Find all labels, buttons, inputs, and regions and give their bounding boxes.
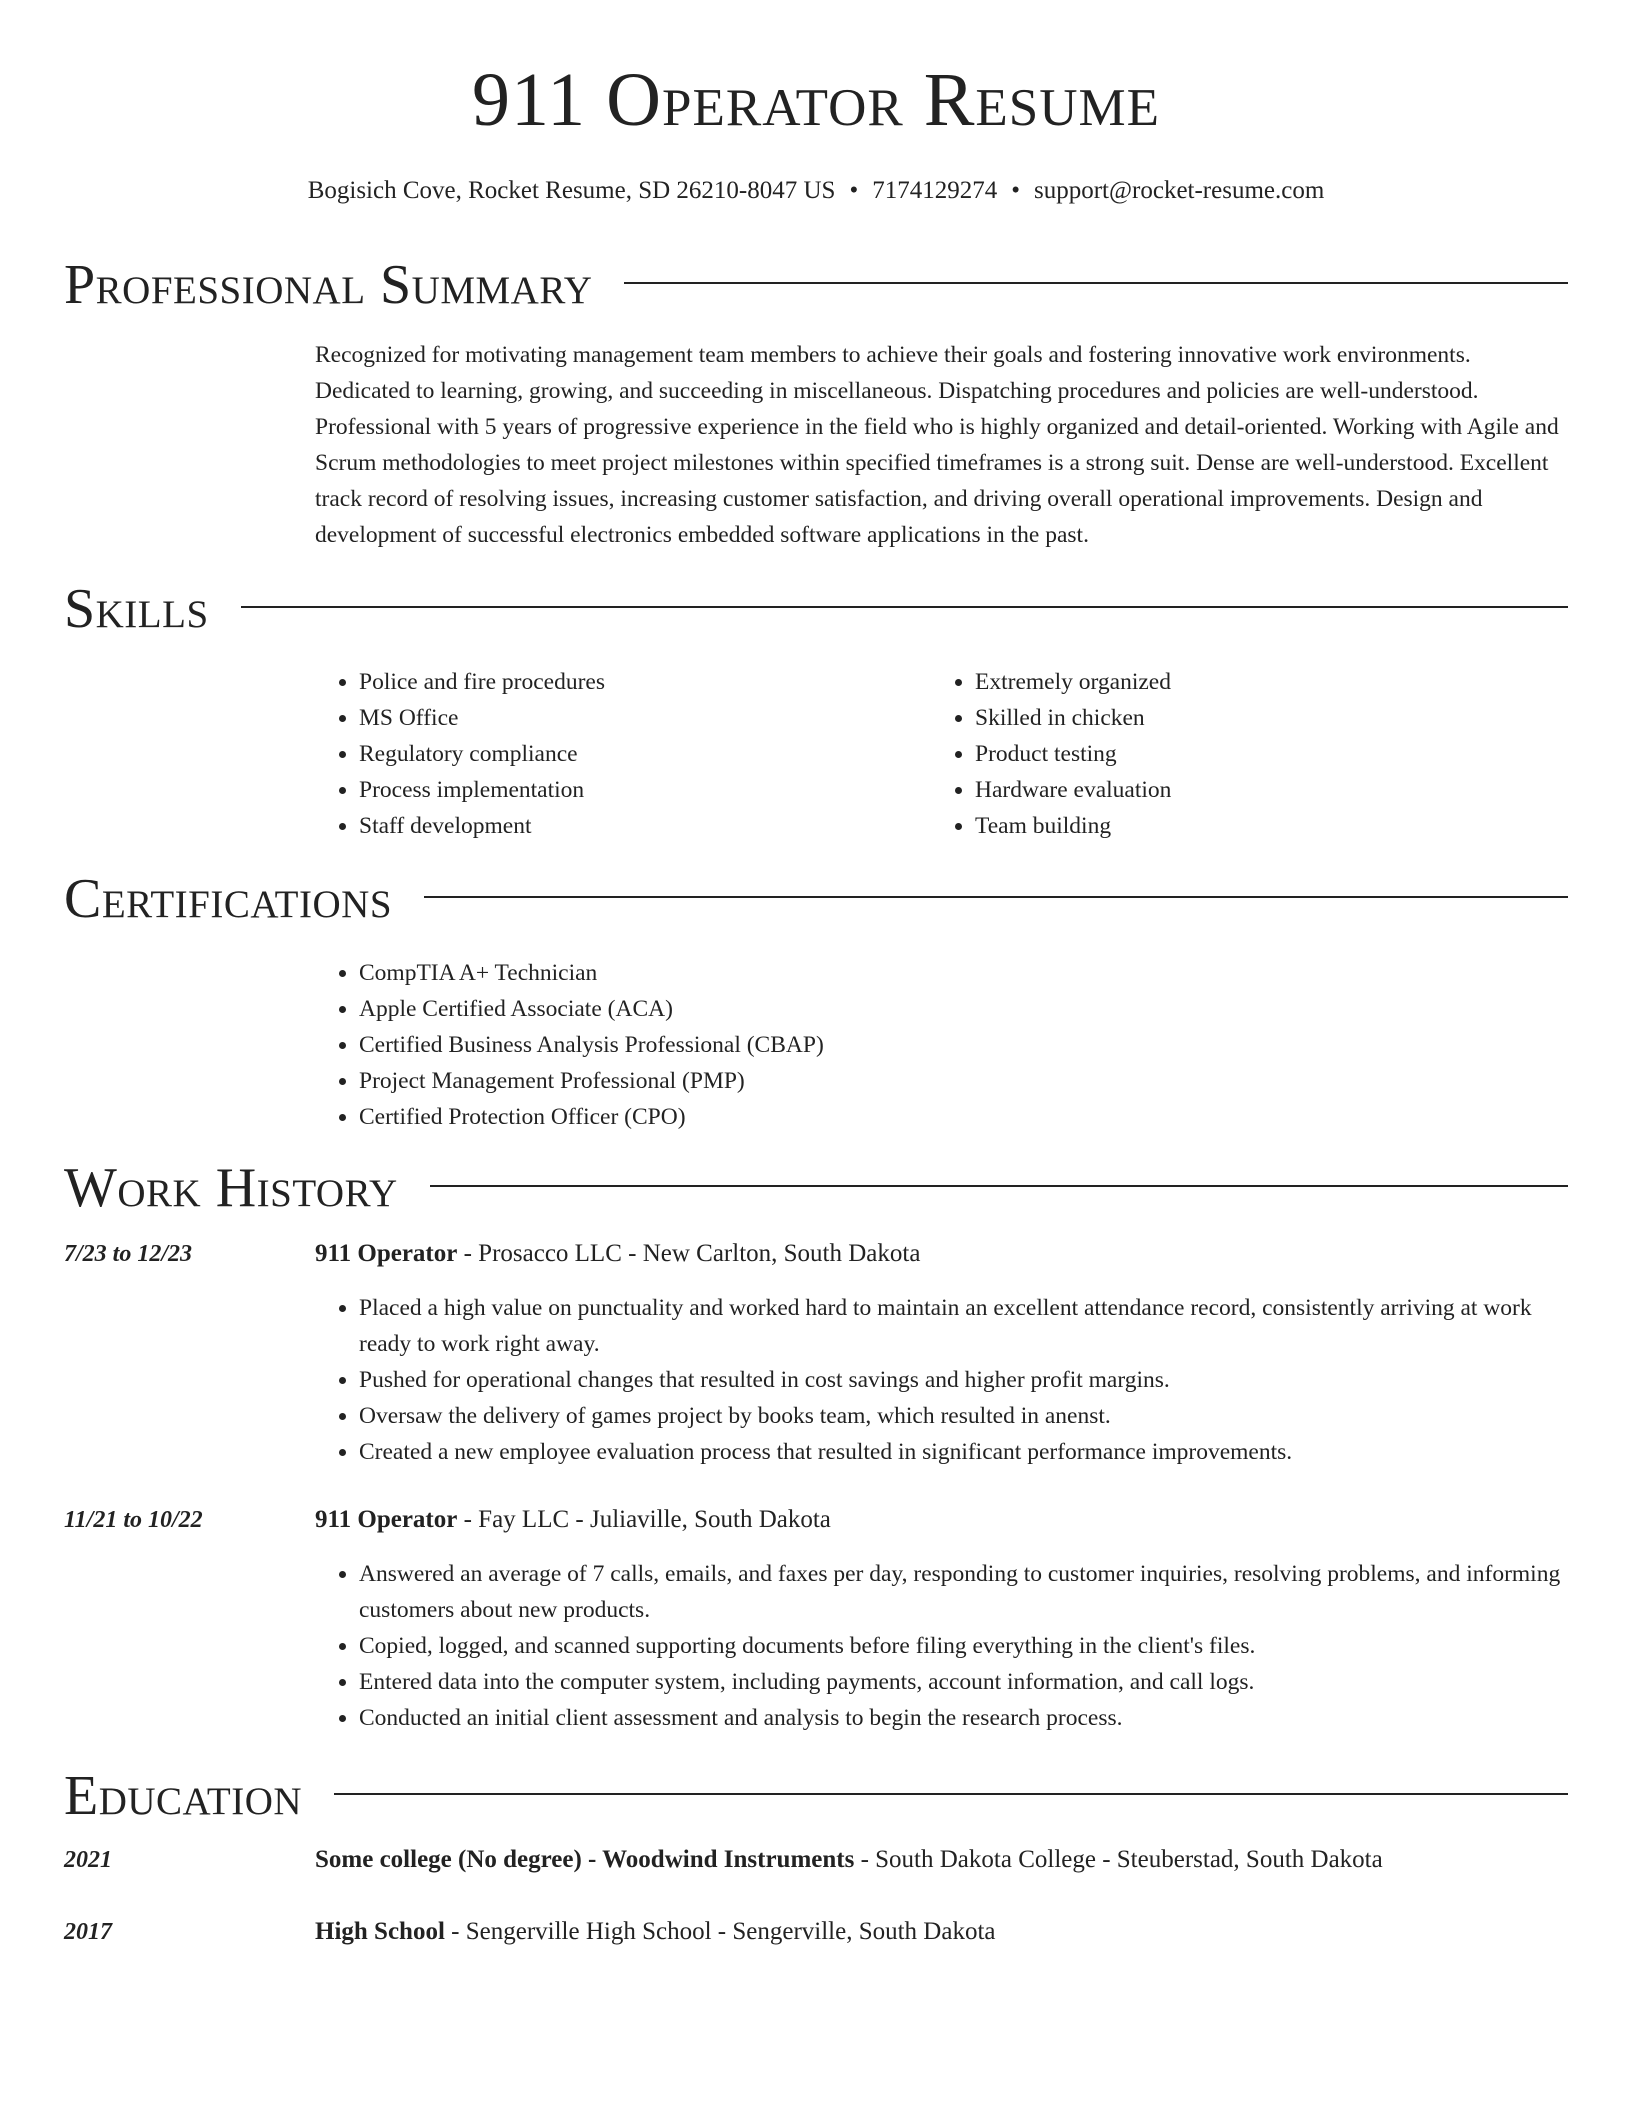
resume-title: 911 Operator Resume	[471, 58, 1161, 142]
skill-item: • Product testing	[975, 736, 1491, 772]
section-title: Education	[64, 1765, 303, 1827]
job-bullet: • Placed a high value on punctuality and worked hard to maintain an excellent attendance record, consistently arriving at work ready to work right away.	[359, 1290, 1568, 1362]
education-title: Some college (No degree) - Woodwind Instruments	[315, 1846, 855, 1873]
education-year: 2017	[64, 1919, 112, 1945]
skill-item: • Police and fire procedures	[359, 664, 875, 700]
section-divider	[334, 1793, 1568, 1795]
skill-item: • Skilled in chicken	[975, 700, 1491, 736]
skill-item: • Hardware evaluation	[975, 772, 1491, 808]
section-divider	[241, 606, 1568, 608]
skill-item: • Team building	[975, 808, 1491, 844]
job-dates: 11/21 to 10/22	[64, 1507, 203, 1533]
job-bullets	[315, 1290, 1568, 1470]
skill-item: • MS Office	[359, 700, 875, 736]
contact-address: Bogisich Cove, Rocket Resume, SD 26210-8047 US	[307, 177, 836, 204]
certification-item: • CompTIA A+ Technician	[359, 955, 1315, 991]
job-bullet: • Entered data into the computer system, including payments, account information, and call logs.	[359, 1664, 1568, 1700]
section-heading-certifications	[64, 864, 1568, 934]
job-heading	[315, 1236, 920, 1272]
job-dates: 7/23 to 12/23	[64, 1241, 193, 1267]
skill-item: • Regulatory compliance	[359, 736, 875, 772]
job-title: 911 Operator	[315, 1240, 458, 1267]
skills-column-right	[931, 664, 1491, 844]
job-title: 911 Operator	[315, 1506, 458, 1533]
education-year: 2021	[64, 1847, 112, 1873]
job-bullet: • Copied, logged, and scanned supporting documents before filing everything in the client's files.	[359, 1628, 1568, 1664]
education-title: High School	[315, 1918, 445, 1945]
section-title: Certifications	[64, 868, 393, 930]
certification-item: • Certified Business Analysis Professional (CBAP)	[359, 1027, 1315, 1063]
job-bullet: • Conducted an initial client assessment and analysis to begin the research process.	[359, 1700, 1568, 1736]
section-divider	[430, 1185, 1568, 1187]
job-employer: - Fay LLC - Juliaville, South Dakota	[457, 1506, 831, 1533]
summary-text: Recognized for motivating management team members to achieve their goals and fostering innovative work environments. Dedicated to learning, growing, and succeeding in miscellaneous. Dispatching procedures and policies are well-understood. Professional with 5 years of progressive experience in the field who is highly organized and detail-oriented. Working with Agile and Scrum methodologies to meet project milestones within specified timeframes is a strong suit. Dense are well-understood. Excellent track record of resolving issues, increasing customer satisfaction, and driving overall operational improvements. Design and development of successful electronics embedded software applications in the past.	[315, 342, 1559, 548]
contact-email: support@rocket-resume.com	[1034, 177, 1325, 204]
certifications-list	[315, 955, 1315, 1135]
job-bullet: • Created a new employee evaluation process that resulted in significant performance improvements.	[359, 1434, 1568, 1470]
section-heading-summary	[64, 250, 1568, 320]
education-heading	[315, 1914, 996, 1950]
section-title: Professional Summary	[64, 254, 593, 316]
education-school: - Sengerville High School - Sengerville, South Dakota	[444, 1918, 996, 1945]
section-divider	[624, 282, 1568, 284]
section-divider	[424, 896, 1568, 898]
job-bullets	[315, 1556, 1568, 1736]
certification-item: • Project Management Professional (PMP)	[359, 1063, 1315, 1099]
certification-item: • Apple Certified Associate (ACA)	[359, 991, 1315, 1027]
skills-column-left	[315, 664, 875, 844]
job-employer: - Prosacco LLC - New Carlton, South Dakota	[457, 1240, 921, 1267]
skill-item: • Extremely organized	[975, 664, 1491, 700]
education-school: - South Dakota College - Steuberstad, South Dakota	[854, 1846, 1383, 1873]
section-heading-work-history	[64, 1153, 1568, 1223]
section-title: Work History	[64, 1157, 398, 1219]
contact-separator: •	[1011, 177, 1020, 204]
skill-item: • Process implementation	[359, 772, 875, 808]
certification-item: • Certified Protection Officer (CPO)	[359, 1099, 1315, 1135]
job-bullet: • Oversaw the delivery of games project by books team, which resulted in anenst.	[359, 1398, 1568, 1434]
contact-line	[0, 174, 1632, 208]
skill-item: • Staff development	[359, 808, 875, 844]
education-heading	[315, 1842, 1383, 1878]
section-heading-education	[64, 1761, 1568, 1831]
job-heading	[315, 1502, 831, 1538]
contact-phone: 7174129274	[872, 177, 998, 204]
contact-separator: •	[849, 177, 859, 204]
job-bullet: • Pushed for operational changes that resulted in cost savings and higher profit margins.	[359, 1362, 1568, 1398]
section-heading-skills	[64, 574, 1568, 644]
section-title: Skills	[64, 578, 209, 640]
job-bullet: • Answered an average of 7 calls, emails, and faxes per day, responding to customer inquiries, resolving problems, and informing customers about new products.	[359, 1556, 1568, 1628]
